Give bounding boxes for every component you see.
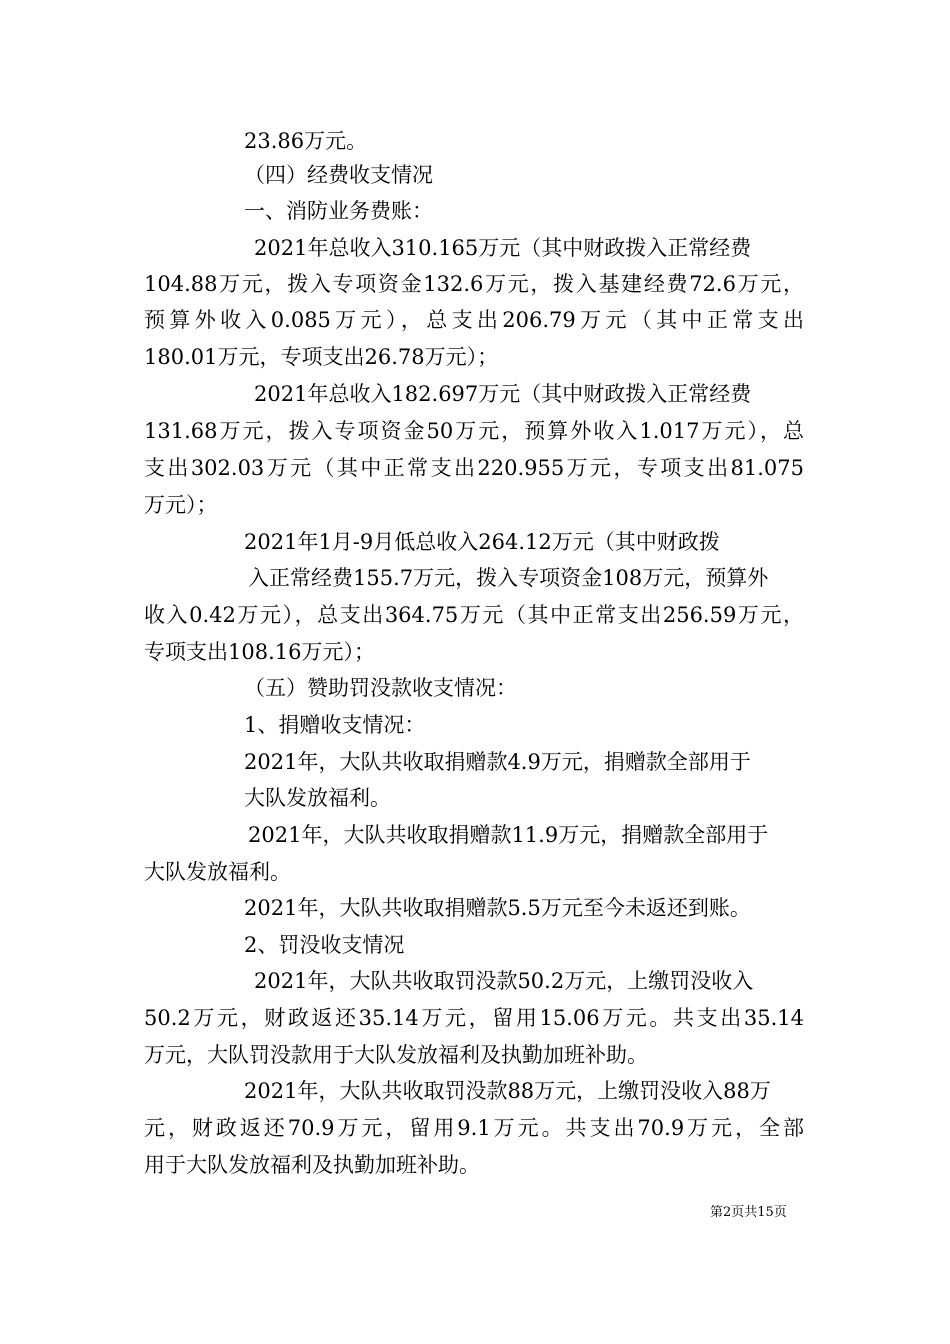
text-line-9: 131.68万元，拨入专项资金50万元，预算外收入1.017万元），总	[144, 419, 804, 443]
text-line-28: 元，财政返还70.9万元，留用9.1万元。共支出70.9万元，全部	[144, 1116, 804, 1140]
text-line-19: 大队发放福利。	[244, 786, 391, 810]
text-line-5: 104.88万元，拨入专项资金132.6万元，拨入基建经费72.6万元，	[144, 272, 804, 296]
text-line-20: 2021年，大队共收取捐赠款11.9万元，捐赠款全部用于	[248, 823, 769, 847]
text-line-22: 2021年，大队共收取捐赠款5.5万元至今未返还到账。	[244, 896, 751, 920]
text-line-18: 2021年，大队共收取捐赠款4.9万元，捐赠款全部用于	[244, 750, 751, 774]
text-line-13: 入正常经费155.7万元，拨入专项资金108万元，预算外	[248, 566, 769, 590]
section-heading-5: （五）赞助罚没款收支情况：	[244, 676, 517, 700]
text-line-6: 预算外收入0.085万元），总支出206.79万元（其中正常支出	[144, 308, 804, 332]
page-number-footer: 第2页共15页	[710, 1205, 787, 1220]
text-line-26: 万元，大队罚没款用于大队发放福利及执勤加班补助。	[144, 1043, 648, 1067]
text-line-25: 50.2万元，财政返还35.14万元，留用15.06万元。共支出35.14	[144, 1006, 804, 1030]
text-line-12: 2021年1月-9月低总收入264.12万元（其中财政拨	[244, 530, 720, 554]
text-line-11: 万元）；	[144, 493, 218, 517]
subsection-heading-fines: 2、罚没收支情况	[244, 933, 405, 957]
text-line-8: 2021年总收入182.697万元（其中财政拨入正常经费	[254, 382, 752, 406]
subsection-heading-donations: 1、捐赠收支情况：	[244, 713, 426, 737]
text-line-29: 用于大队发放福利及执勤加班补助。	[144, 1153, 480, 1177]
text-line-10: 支出302.03万元（其中正常支出220.955万元，专项支出81.075	[144, 456, 804, 480]
subsection-heading-1: 一、消防业务费账：	[244, 199, 433, 223]
text-line-7: 180.01万元，专项支出26.78万元）；	[144, 345, 499, 369]
text-line-24: 2021年，大队共收取罚没款50.2万元，上缴罚没收入	[254, 969, 754, 993]
text-line-4: 2021年总收入310.165万元（其中财政拨入正常经费	[254, 236, 752, 260]
text-line-15: 专项支出108.16万元）；	[144, 640, 375, 664]
text-line-27: 2021年，大队共收取罚没款88万元，上缴罚没收入88万	[244, 1079, 771, 1103]
text-line-14: 收入0.42万元），总支出364.75万元（其中正常支出256.59万元，	[144, 603, 804, 627]
text-line-21: 大队发放福利。	[144, 860, 291, 884]
section-heading-4: （四）经费收支情况	[244, 163, 433, 187]
text-line-1: 23.86万元。	[244, 129, 368, 153]
